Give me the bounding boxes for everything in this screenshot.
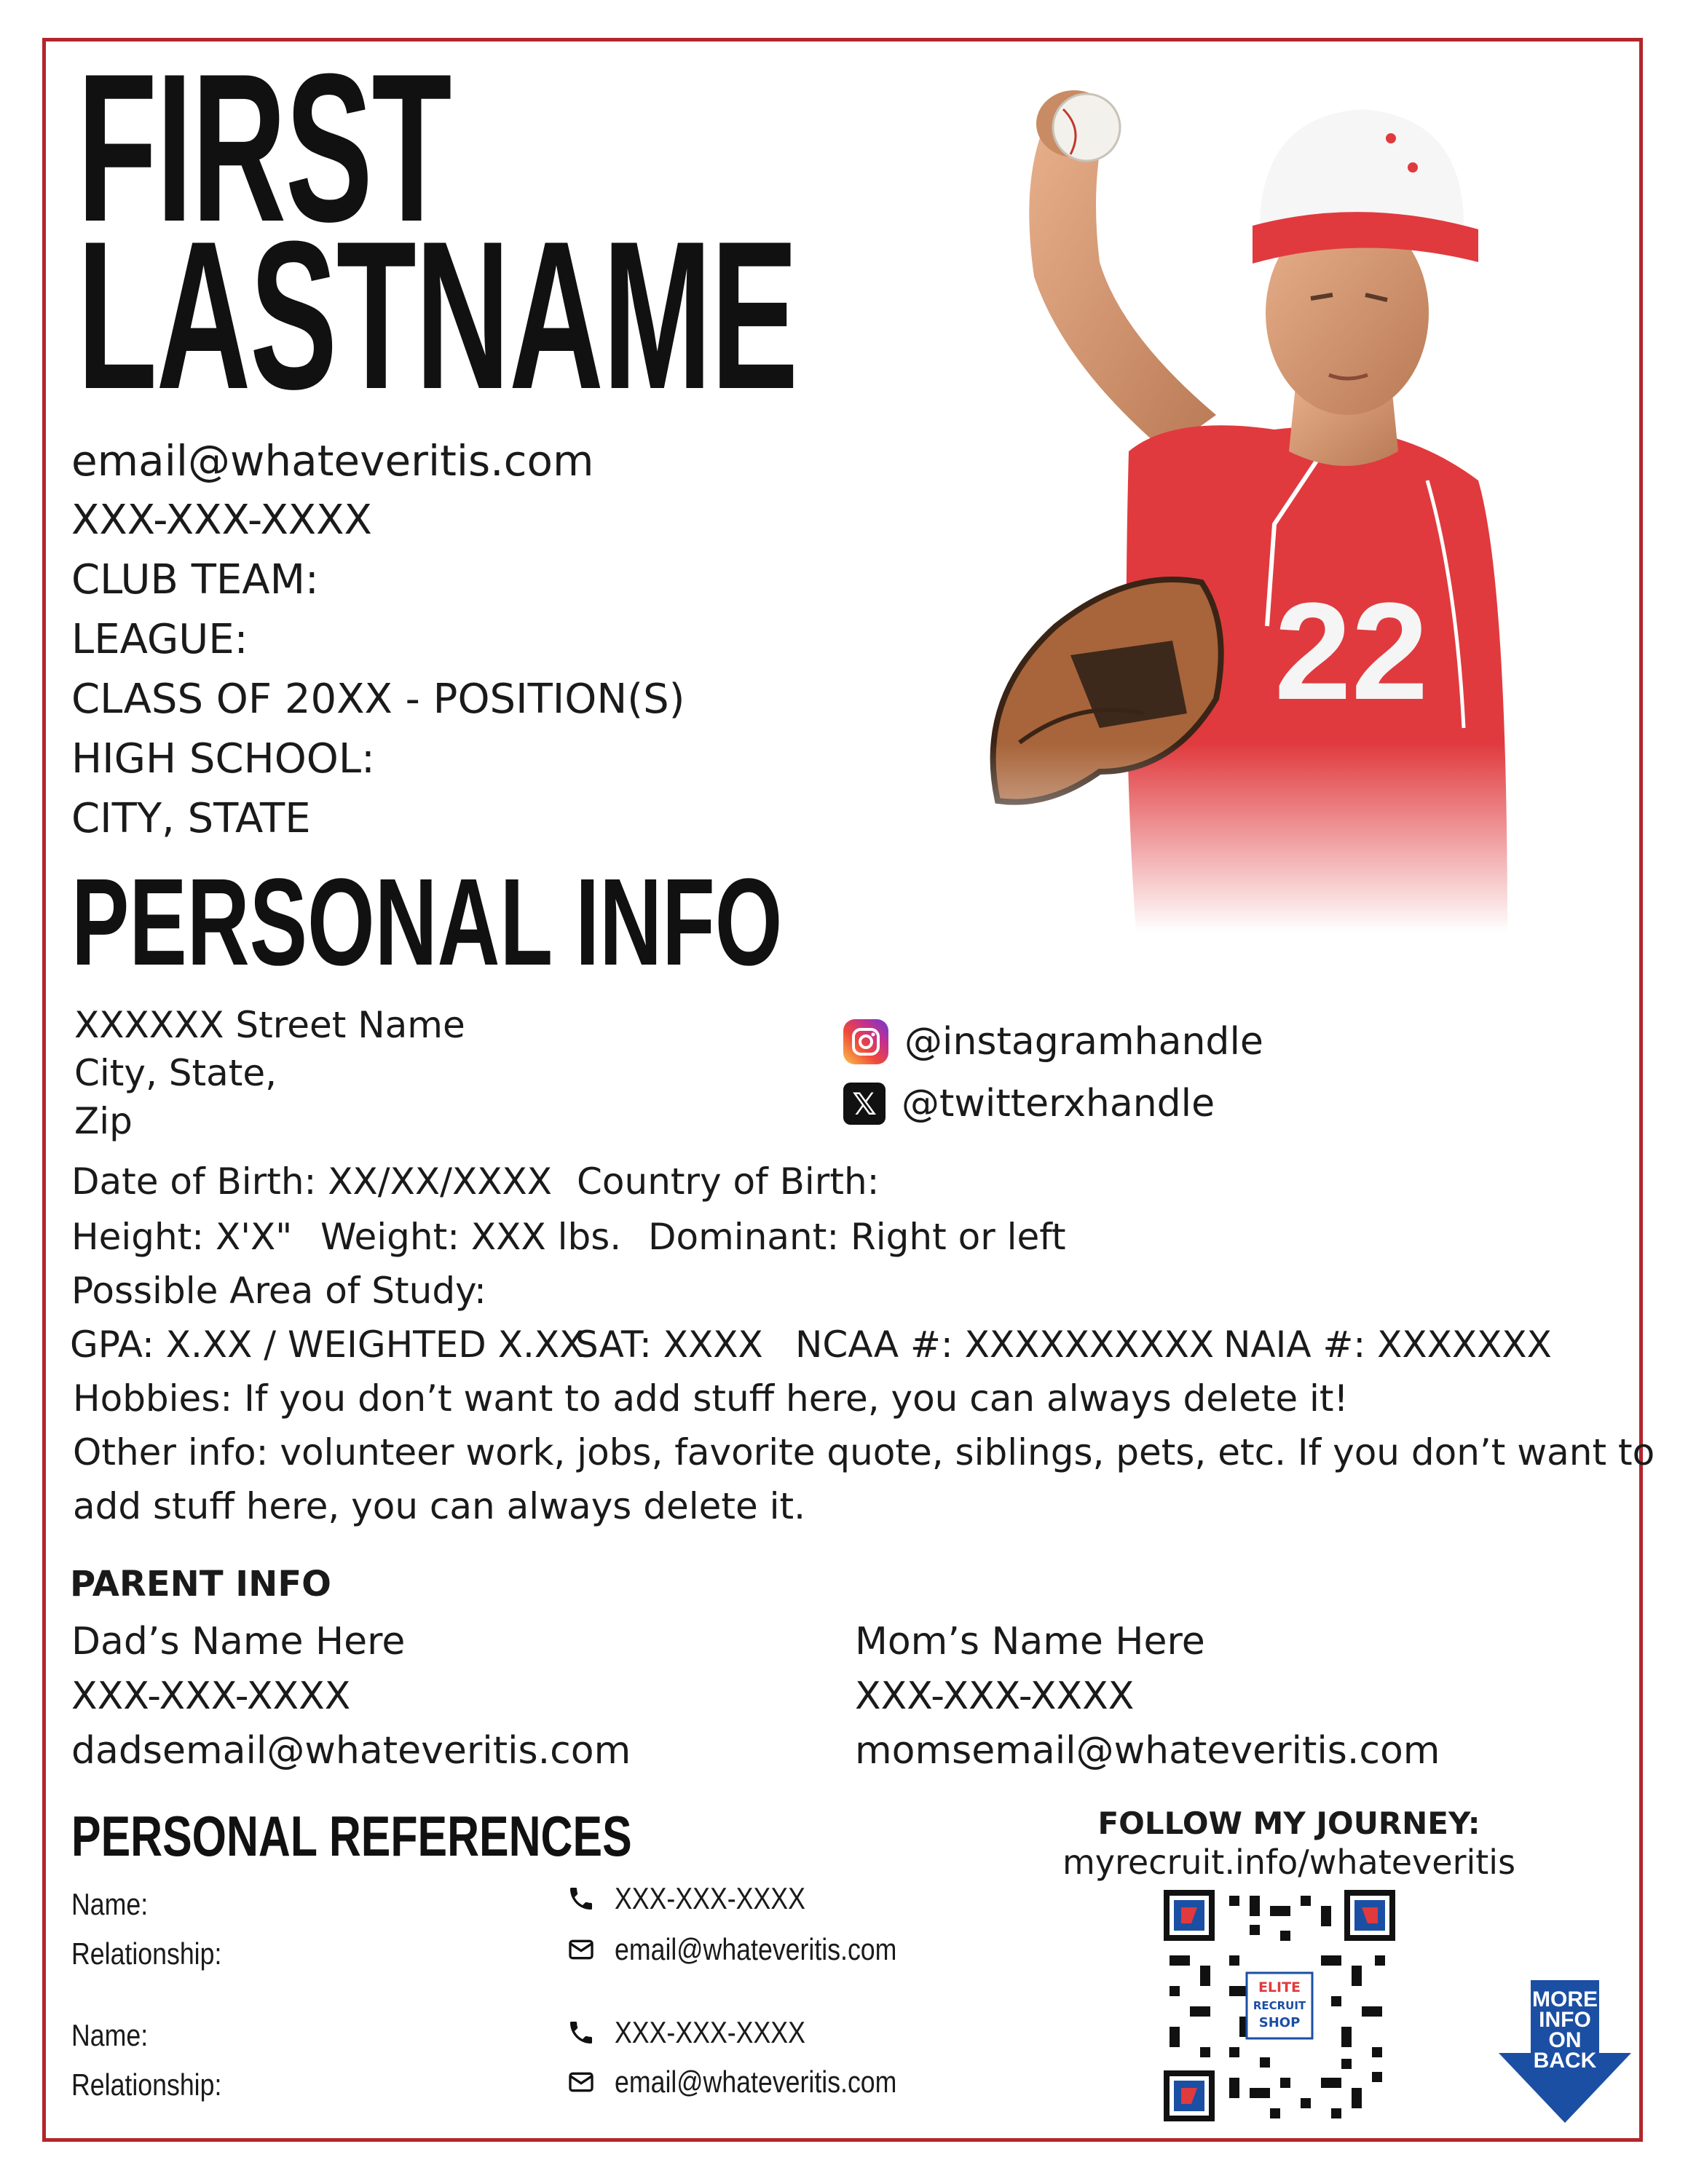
reference-1-labels: [71, 1887, 248, 1971]
dad-name: Dad’s Name Here: [71, 1620, 406, 1663]
reference-1-phone: [567, 1881, 839, 1916]
mom-email: momsemail@whateveritis.com: [855, 1729, 1440, 1773]
more-info-arrow: [1496, 1980, 1634, 2126]
instagram-handle[interactable]: @instagramhandle: [904, 1020, 1263, 1064]
club-team: CLUB TEAM:: [71, 556, 319, 604]
reference-1-email: [567, 1932, 947, 1967]
athlete-email: email@whateveritis.com: [71, 436, 594, 486]
reference-name-label: Name:: [71, 1887, 149, 1921]
reference-phone: XXX-XXX-XXXX: [615, 2015, 805, 2049]
gpa: GPA: X.XX / WEIGHTED X.XX: [70, 1324, 585, 1366]
mail-icon: [567, 1935, 596, 1964]
area-of-study: Possible Area of Study:: [71, 1270, 486, 1312]
qr-logo-shop: SHOP: [1258, 2015, 1301, 2030]
twitter-row[interactable]: [843, 1082, 1215, 1125]
address-line1: XXXXXX Street Name: [74, 1004, 465, 1046]
athlete-phone: XXX-XXX-XXXX: [71, 496, 372, 544]
weight: Weight: XXX lbs.: [320, 1216, 622, 1258]
other-info-line2: add stuff here, you can always delete it.: [73, 1485, 806, 1527]
ncaa-number: NCAA #: XXXXXXXXXX: [795, 1324, 1215, 1366]
follow-url[interactable]: myrecruit.info/whateveritis: [1062, 1843, 1516, 1882]
reference-2-labels: [71, 2018, 248, 2102]
country-of-birth: Country of Birth:: [577, 1160, 880, 1203]
phone-icon: [567, 1884, 596, 1913]
parent-info-heading: PARENT INFO: [70, 1564, 331, 1605]
arrow-text-4: BACK: [1533, 2049, 1597, 2073]
reference-2-email: [567, 2065, 947, 2100]
reference-email: email@whateveritis.com: [615, 1932, 897, 1966]
instagram-row[interactable]: [843, 1019, 1263, 1064]
instagram-icon: [843, 1019, 888, 1064]
x-twitter-icon: 𝕏: [843, 1083, 886, 1125]
mom-name: Mom’s Name Here: [855, 1620, 1205, 1663]
mom-phone: XXX-XXX-XXXX: [855, 1674, 1135, 1718]
reference-relationship-label: Relationship:: [71, 1936, 222, 1971]
reference-email: email@whateveritis.com: [615, 2065, 897, 2099]
city-state: CITY, STATE: [71, 795, 311, 842]
address-line3: Zip: [74, 1100, 133, 1142]
mom-info: [855, 1615, 1440, 1779]
arrow-text-1: MORE: [1532, 1987, 1598, 2011]
first-name: FIRST: [77, 30, 451, 266]
reference-name-label: Name:: [71, 2018, 149, 2052]
class-position: CLASS OF 20XX - POSITION(S): [71, 676, 685, 723]
player-photo: [954, 73, 1551, 932]
other-info-line1: Other info: volunteer work, jobs, favorite quote, siblings, pets, etc. If you don’t want to: [73, 1431, 1655, 1473]
reference-phone: XXX-XXX-XXXX: [615, 1881, 805, 1915]
address-line2: City, State,: [74, 1052, 277, 1094]
personal-info-heading: PERSONAL INFO: [71, 853, 783, 992]
high-school: HIGH SCHOOL:: [71, 735, 375, 783]
contact-block: [71, 431, 685, 849]
height: Height: X'X": [71, 1216, 293, 1258]
dob: Date of Birth: XX/XX/XXXX: [71, 1160, 552, 1203]
reference-2-phone: [567, 2015, 839, 2050]
arrow-text-3: ON: [1548, 2028, 1582, 2052]
dad-info: [71, 1615, 631, 1779]
arrow-text-2: INFO: [1539, 2008, 1591, 2032]
hobbies: Hobbies: If you don’t want to add stuff here, you can always delete it!: [73, 1377, 1349, 1420]
twitter-handle[interactable]: @twitterxhandle: [902, 1082, 1215, 1125]
naia-number: NAIA #: XXXXXXX: [1223, 1324, 1552, 1366]
dad-phone: XXX-XXX-XXXX: [71, 1674, 351, 1718]
phone-icon: [567, 2018, 596, 2047]
last-name: LASTNAME: [77, 197, 797, 433]
sat: SAT: XXXX: [575, 1324, 763, 1366]
league: LEAGUE:: [71, 616, 248, 663]
reference-relationship-label: Relationship:: [71, 2068, 222, 2102]
dominant-hand: Dominant: Right or left: [648, 1216, 1066, 1258]
references-heading: PERSONAL REFERENCES: [71, 1804, 632, 1868]
qr-logo-elite: ELITE: [1258, 1979, 1301, 1995]
follow-block: [1027, 1805, 1551, 1882]
dad-email: dadsemail@whateveritis.com: [71, 1729, 631, 1773]
follow-title: FOLLOW MY JOURNEY:: [1097, 1805, 1480, 1841]
qr-logo-recruit: RECRUIT: [1253, 1999, 1306, 2012]
mail-icon: [567, 2068, 596, 2097]
qr-code[interactable]: [1164, 1890, 1395, 2121]
address-block: [74, 1001, 465, 1145]
